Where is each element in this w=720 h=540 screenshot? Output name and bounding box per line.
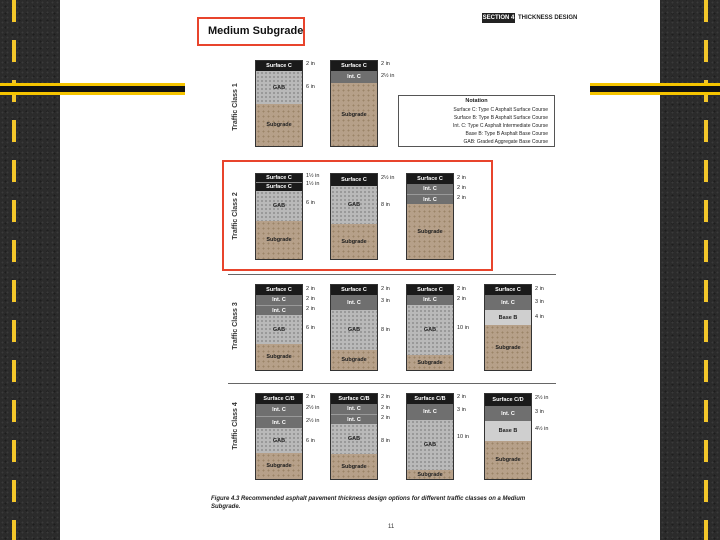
layer-subgrade: Subgrade — [407, 204, 453, 259]
layer-int-c: Int. C — [331, 71, 377, 83]
traffic-class-3-label: Traffic Class 3 — [232, 302, 239, 350]
layer-surface-cb: Surface C/B — [256, 394, 302, 404]
layer-surface-c: Surface C — [256, 174, 302, 182]
thickness-label: 2 in — [457, 195, 466, 201]
figure-caption: Figure 4.3 Recommended asphalt pavement thickness design options for different traffic classes on a Medium Subgrade. — [211, 496, 526, 510]
layer-int-c: Int. C — [407, 404, 453, 420]
pavement-section-tc1-option-1 — [255, 60, 303, 147]
layer-int-c: Int. C — [256, 404, 302, 416]
layer-subgrade: Subgrade — [485, 441, 531, 479]
layer-surface-c: Surface C — [331, 285, 377, 295]
section-label: SECTION 4 — [482, 15, 515, 21]
layer-int-c: Int. C — [331, 295, 377, 310]
layer-surface-cb: Surface C/B — [407, 394, 453, 404]
thickness-label: 3 in — [381, 298, 390, 304]
layer-surface-c: Surface C — [407, 285, 453, 295]
thickness-label: 2 in — [306, 306, 315, 312]
thickness-label: 2 in — [381, 405, 390, 411]
layer-surface-c: Surface C — [407, 174, 453, 184]
layer-gab: GAB — [407, 305, 453, 355]
layer-int-c: Int. C — [407, 194, 453, 204]
thickness-label: 4½ in — [535, 426, 549, 432]
layer-int-c: Int. C — [485, 295, 531, 310]
layer-subgrade: Subgrade — [331, 224, 377, 259]
layer-surface-c: Surface C — [256, 285, 302, 295]
traffic-class-divider — [228, 274, 556, 275]
layer-int-c: Int. C — [331, 404, 377, 414]
thickness-label: 2 in — [457, 296, 466, 302]
lane-marking-left — [12, 0, 16, 540]
notation-line: Surface C: Type C Asphalt Surface Course — [453, 107, 548, 113]
thickness-label: 6 in — [306, 84, 315, 90]
thickness-label: 2 in — [457, 175, 466, 181]
layer-subgrade: Subgrade — [256, 104, 302, 146]
notation-line: Surface B: Type B Asphalt Surface Course — [453, 115, 548, 121]
slide-title: Medium Subgrade — [208, 25, 304, 37]
layer-int-c: Int. C — [256, 416, 302, 428]
layer-subgrade: Subgrade — [331, 454, 377, 479]
layer-gab: GAB — [331, 186, 377, 224]
layer-subgrade: Subgrade — [407, 355, 453, 370]
thickness-label: 2 in — [306, 394, 315, 400]
layer-gab: GAB — [331, 424, 377, 454]
layer-surface-c: Surface C — [256, 182, 302, 191]
pavement-section-tc2-option-2 — [330, 173, 378, 260]
layer-subgrade: Subgrade — [407, 470, 453, 479]
layer-base-b: Base B — [485, 310, 531, 325]
thickness-label: 2½ in — [381, 175, 395, 181]
slide-title-box — [197, 17, 305, 46]
layer-surface-cd: Surface C/D — [485, 394, 531, 406]
layer-surface-cb: Surface C/B — [331, 394, 377, 404]
thickness-label: 1½ in — [306, 181, 320, 187]
road-asphalt-left — [0, 0, 60, 540]
layer-subgrade: Subgrade — [331, 83, 377, 146]
thickness-label: 2½ in — [535, 395, 549, 401]
layer-surface-c: Surface C — [256, 61, 302, 71]
thickness-label: 2 in — [381, 286, 390, 292]
pavement-section-tc3-option-3 — [406, 284, 454, 371]
thickness-label: 2½ in — [306, 405, 320, 411]
layer-subgrade: Subgrade — [256, 453, 302, 479]
traffic-class-2-label: Traffic Class 2 — [232, 192, 239, 240]
layer-surface-c: Surface C — [331, 61, 377, 71]
thickness-label: 2 in — [535, 286, 544, 292]
layer-int-c: Int. C — [407, 295, 453, 305]
thickness-label: 2 in — [306, 296, 315, 302]
thickness-label: 3 in — [457, 407, 466, 413]
notation-line: GAB: Graded Aggregate Base Course — [463, 139, 548, 145]
pavement-section-tc2-option-1 — [255, 173, 303, 260]
notation-legend — [398, 95, 555, 147]
thickness-label: 2 in — [306, 61, 315, 67]
thickness-label: 4 in — [535, 314, 544, 320]
thickness-label: 8 in — [381, 327, 390, 333]
yellow-band-left — [0, 83, 185, 95]
layer-subgrade: Subgrade — [331, 350, 377, 370]
traffic-class-1-label: Traffic Class 1 — [232, 83, 239, 131]
layer-subgrade: Subgrade — [485, 325, 531, 370]
layer-int-c: Int. C — [407, 184, 453, 194]
thickness-label: 1½ in — [306, 173, 320, 179]
thickness-label: 10 in — [457, 325, 469, 331]
thickness-label: 6 in — [306, 200, 315, 206]
thickness-label: 2 in — [381, 61, 390, 67]
thickness-label: 8 in — [381, 438, 390, 444]
thickness-label: 2 in — [381, 394, 390, 400]
thickness-label: 2 in — [457, 185, 466, 191]
layer-gab: GAB — [256, 428, 302, 453]
thickness-label: 8 in — [381, 202, 390, 208]
layer-gab: GAB — [256, 315, 302, 344]
thickness-label: 2½ in — [381, 73, 395, 79]
pavement-section-tc4-option-4 — [484, 393, 532, 480]
layer-base-b: Base B — [485, 421, 531, 441]
pavement-section-tc4-option-2 — [330, 393, 378, 480]
traffic-class-4-label: Traffic Class 4 — [232, 402, 239, 450]
layer-gab: GAB — [256, 191, 302, 221]
pavement-section-tc3-option-1 — [255, 284, 303, 371]
thickness-label: 2½ in — [306, 418, 320, 424]
layer-surface-c: Surface C — [331, 174, 377, 186]
lane-marking-right — [704, 0, 708, 540]
traffic-class-divider — [228, 383, 556, 384]
page-number: 11 — [388, 524, 395, 530]
pavement-section-tc4-option-3 — [406, 393, 454, 480]
layer-surface-c: Surface C — [485, 285, 531, 295]
layer-gab: GAB — [331, 310, 377, 350]
pavement-section-tc1-option-2 — [330, 60, 378, 147]
thickness-label: 2 in — [457, 286, 466, 292]
thickness-label: 2 in — [306, 286, 315, 292]
section-title: THICKNESS DESIGN — [518, 15, 578, 21]
yellow-band-right — [590, 83, 720, 95]
road-asphalt-right — [660, 0, 720, 540]
layer-subgrade: Subgrade — [256, 344, 302, 370]
thickness-label: 3 in — [535, 299, 544, 305]
layer-subgrade: Subgrade — [256, 221, 302, 259]
layer-gab: GAB — [256, 71, 302, 104]
thickness-label: 6 in — [306, 438, 315, 444]
notation-line: Int. C: Type C Asphalt Intermediate Course — [453, 123, 548, 129]
pavement-section-tc3-option-2 — [330, 284, 378, 371]
thickness-label: 6 in — [306, 325, 315, 331]
thickness-label: 2 in — [381, 415, 390, 421]
layer-int-c: Int. C — [331, 414, 377, 424]
layer-int-c: Int. C — [256, 295, 302, 305]
layer-gab: GAB — [407, 420, 453, 470]
thickness-label: 2 in — [457, 394, 466, 400]
thickness-label: 10 in — [457, 434, 469, 440]
pavement-section-tc2-option-3 — [406, 173, 454, 260]
pavement-section-tc3-option-4 — [484, 284, 532, 371]
layer-int-c: Int. C — [485, 406, 531, 421]
pavement-section-tc4-option-1 — [255, 393, 303, 480]
thickness-label: 3 in — [535, 409, 544, 415]
notation-line: Base B: Type B Asphalt Base Course — [465, 131, 548, 137]
notation-title: Notation — [465, 98, 488, 104]
layer-int-c: Int. C — [256, 305, 302, 315]
